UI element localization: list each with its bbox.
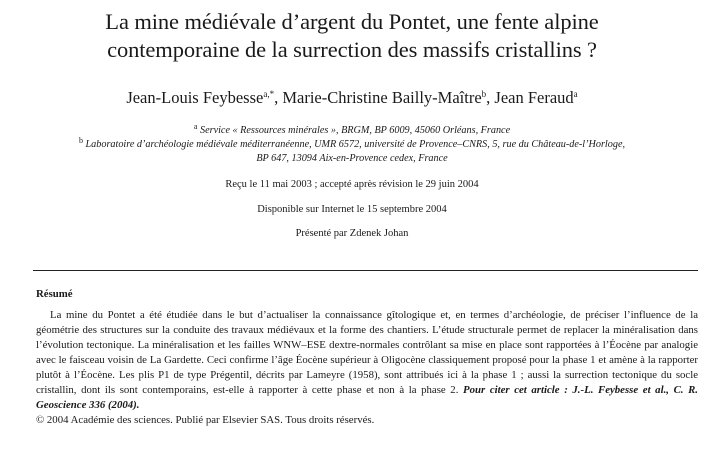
abstract-divider: [33, 270, 698, 271]
author-affiliation-mark: a,*: [263, 89, 275, 99]
affiliation-text-continued: BP 647, 13094 Aix-en-Provence cedex, France: [256, 153, 448, 164]
affiliation-mark: a: [193, 122, 198, 131]
affiliation-a: [0, 124, 704, 138]
author-affiliation-mark: b: [481, 89, 487, 99]
abstract-heading: Résumé: [36, 288, 73, 300]
author-name: Marie-Christine Bailly-Maître: [282, 88, 482, 107]
author-list: Jean-Louis Feybesse$^{a,*}$, Marie-Christine Bailly-Maître$^b$, Jean Feraud$^a$: [126, 88, 578, 107]
affiliation-mark: b: [78, 136, 83, 145]
abstract-section: [36, 287, 698, 428]
abstract-body: [36, 308, 698, 413]
author-affiliation-mark: a: [573, 89, 578, 99]
article-title: [0, 8, 704, 64]
affiliation-b: [0, 138, 704, 166]
title-line-1: La mine médiévale d’argent du Pontet, une fente alpine: [105, 9, 599, 34]
abstract-text: La mine du Pontet a été étudiée dans le but d’actualiser la connaissance gîtologique et, en termes d’archéologie, de préciser l’influence de la géométrie des structures sur la conduite des travaux médiévaux et la forme des chantiers. L’étude structurale permet de replacer la minéralisation dans l’évolution tectonique. La minéralisation et les failles WNW–ESE dextre-normales contrôlant sa mise en place sont rapportées à l’Éocène par analogie avec le faisceau voisin de La Gardette. Ceci confirme l’âge Éocène supérieur à Oligocène classiquement proposé pour la phase 1 et amène à la rapporter plutôt à l’Éocène. Les plis P1 de type Prégentil, décrits par Lameyre (1958), sont attribués ici à la phase 1 ; aussi la surrection tectonique du socle cristallin, dont ils sont contemporains, est-elle à rapporter à cette phase et non à la phase 2.: [36, 309, 698, 396]
citation-text: Pour citer cet article : J.-L. Feybesse et al., C. R. Geoscience 336 (2004).: [36, 384, 698, 411]
presented-by: Présenté par Zdenek Johan: [295, 228, 409, 239]
affiliation-text: Laboratoire d’archéologie médiévale méditerranéenne, UMR 6572, université de Provence–CNRS, 5, rue du Château-de-l’Horloge,: [85, 139, 626, 150]
author-name: Jean Feraud: [494, 88, 574, 107]
copyright-notice: © 2004 Académie des sciences. Publié par Elsevier SAS. Tous droits réservés.: [36, 414, 375, 426]
author-name: Jean-Louis Feybesse: [126, 88, 264, 107]
received-date: Reçu le 11 mai 2003 ; accepté après révision le 29 juin 2004: [225, 179, 479, 190]
title-line-2: contemporaine de la surrection des massifs cristallins ?: [107, 37, 597, 62]
affiliation-text: Service « Ressources minérales », BRGM, BP 6009, 45060 Orléans, France: [200, 125, 511, 136]
online-date: Disponible sur Internet le 15 septembre 2004: [257, 204, 447, 215]
